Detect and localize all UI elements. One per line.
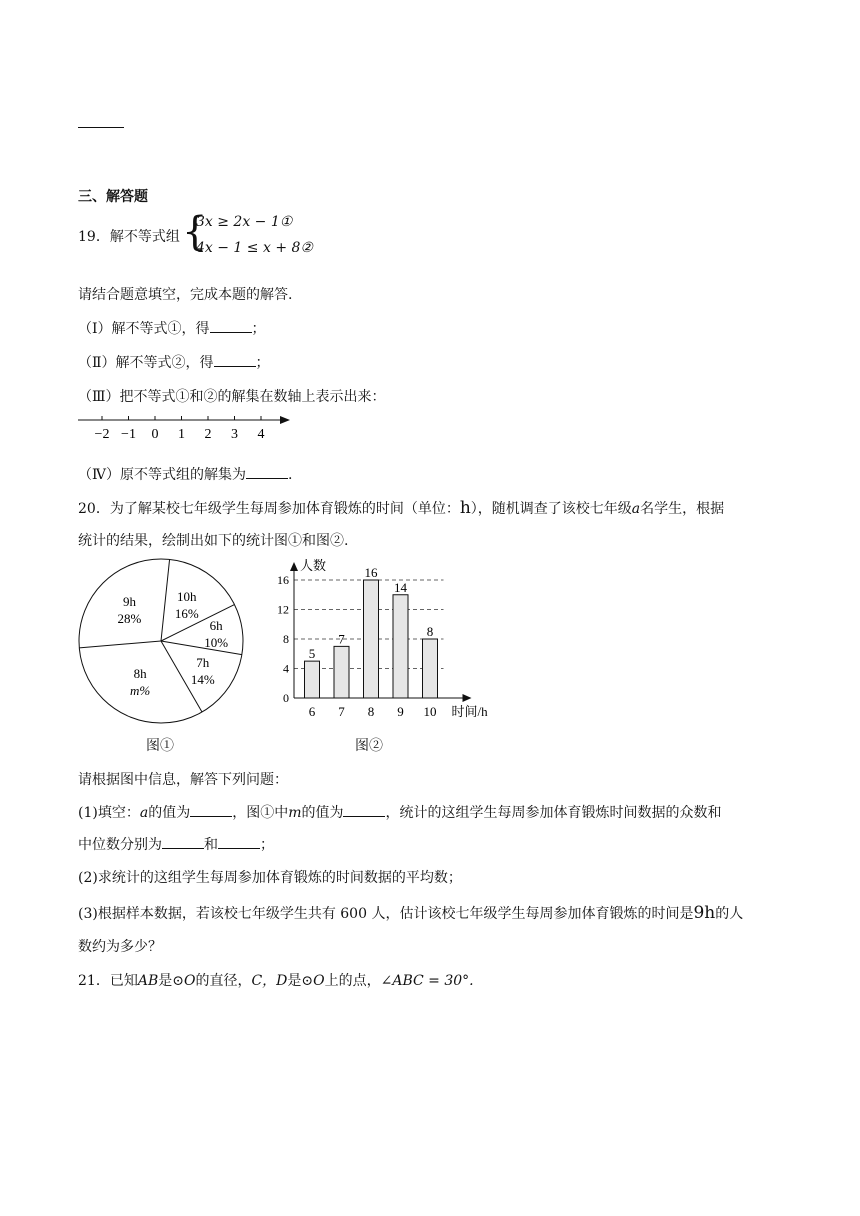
q21-b: 是⊙	[158, 973, 184, 989]
q21	[78, 970, 474, 990]
bar	[305, 661, 320, 698]
q19-part4: （Ⅳ）原不等式组的解集为 .	[78, 464, 292, 484]
q21-o1: O	[183, 973, 196, 989]
q20-p1-line2-b: 和	[204, 837, 218, 853]
pie-slice-label: 7h	[196, 655, 210, 671]
pie-slice-value: m%	[129, 682, 151, 698]
x-axis-arrow-icon	[463, 694, 472, 702]
blank	[218, 834, 260, 849]
q20-line1	[78, 498, 724, 518]
pie-slice-value: 14%	[190, 672, 215, 688]
bar	[423, 639, 438, 698]
q20-p1	[78, 802, 721, 822]
q20-unit: h	[459, 498, 471, 518]
answer-line	[78, 127, 124, 128]
bar-chart	[270, 556, 510, 726]
q19-stem: 19．解不等式组	[78, 229, 180, 245]
bar-value-label: 7	[338, 631, 345, 647]
blank	[246, 464, 288, 479]
q19-ineq2: 4x − 1 ≤ x + 8②	[196, 240, 313, 256]
q20-p3-line2: 数约为多少？	[78, 939, 162, 955]
number-line-tick-label: 4	[257, 427, 265, 442]
q19-part1-text: （Ⅰ）解不等式①，得	[78, 321, 210, 337]
y-tick-label: 16	[277, 573, 289, 587]
q21-cd: C，D	[251, 973, 288, 989]
blank	[214, 352, 256, 367]
y-tick-label: 8	[283, 632, 289, 646]
bar	[393, 595, 408, 698]
y-tick-label: 4	[283, 661, 289, 676]
pie-slice-value: 28%	[117, 610, 142, 626]
pie-slice-value: 10%	[204, 634, 229, 650]
q19-part4-text: （Ⅳ）原不等式组的解集为	[78, 467, 246, 483]
number-line-tick-label: −2	[94, 427, 110, 442]
q19-part3: （Ⅲ）把不等式①和②的解集在数轴上表示出来：	[78, 389, 386, 405]
pie-slice-edge	[161, 641, 242, 655]
q20-p1-c: ，图①中	[232, 805, 289, 821]
q19-part2-text: （Ⅱ）解不等式②，得	[78, 355, 214, 371]
bar	[334, 646, 349, 698]
x-tick-label: 10	[423, 704, 437, 719]
q20-line1-a: 20．为了解某校七年级学生每周参加体育锻炼的时间（单位：	[78, 501, 460, 517]
q19-part1: （Ⅰ）解不等式①，得 ；	[78, 318, 266, 338]
q21-a: 21．已知	[78, 973, 138, 989]
arrow-icon	[280, 416, 290, 424]
q21-angle: ∠ABC = 30°.	[380, 973, 474, 989]
x-axis-label: 时间/h	[451, 704, 488, 719]
number-line-tick-label: 2	[204, 427, 212, 442]
pie-slice-label: 9h	[122, 593, 136, 609]
q20-p1-a: (1)填空：	[78, 805, 140, 821]
bar-value-label: 5	[308, 646, 316, 662]
q20-line1-b: ），随机调查了该校七年级	[470, 501, 632, 517]
y-tick-label: 12	[277, 602, 289, 617]
q21-d: 是⊙	[287, 973, 314, 989]
y-axis-label: 人数	[300, 558, 327, 573]
pie-chart	[76, 556, 246, 726]
q20-p1-b: 的值为	[148, 805, 191, 821]
y-tick-label: 0	[283, 691, 289, 705]
y-axis-arrow-icon	[290, 562, 298, 571]
pie-slice-label: 6h	[209, 617, 223, 633]
q20-p1-line2-c: ；	[260, 837, 274, 853]
number-line-tick-label: 0	[151, 427, 159, 442]
number-line-tick-label: 3	[231, 427, 238, 442]
section-title: 三、解答题	[78, 189, 148, 205]
brace: {	[182, 209, 208, 255]
q21-c: 的直径，	[195, 973, 252, 989]
x-tick-label: 7	[338, 704, 345, 719]
q20-prompt: 请根据图中信息，解答下列问题：	[78, 772, 288, 788]
q19-ineq1: 3x ≥ 2x − 1①	[196, 214, 293, 230]
q20-p3-a: (3)根据样本数据，若该校七年级学生共有 600 人，估计该校七年级学生每周参加体育锻炼的时间是	[78, 906, 694, 922]
pie-slice-edge	[161, 559, 170, 641]
bar-value-label: 14	[394, 579, 407, 595]
blank	[343, 802, 385, 817]
q20-line2: 统计的结果，绘制出如下的统计图①和图②.	[78, 533, 349, 549]
x-tick-label: 8	[367, 704, 375, 719]
q20-p1-m: m	[288, 805, 302, 821]
blank	[162, 834, 204, 849]
q20-p3-unit: 9h	[693, 903, 716, 923]
q20-var-a: a	[631, 501, 641, 517]
blank	[210, 318, 252, 333]
number-line-tick-label: −1	[121, 427, 136, 442]
pie-slice-value: 16%	[174, 605, 199, 621]
pie-slice-label: 8h	[133, 665, 147, 681]
x-tick-label: 9	[397, 704, 404, 719]
fig1-caption: 图①	[146, 738, 174, 754]
fig2-caption: 图②	[355, 738, 383, 754]
q20-p1-e: ，统计的这组学生每周参加体育锻炼时间数据的众数和	[385, 805, 722, 821]
bar-value-label: 16	[364, 565, 378, 580]
q19-part2: （Ⅱ）解不等式②，得 ；	[78, 352, 270, 372]
pie-slice-edge	[79, 641, 161, 648]
q21-o2: O	[313, 973, 325, 989]
q20-p1-var-a: a	[139, 805, 149, 821]
pie-slice-label: 10h	[176, 588, 197, 604]
bar-value-label: 8	[426, 624, 434, 639]
q20-p2: (2)求统计的这组学生每周参加体育锻炼的时间数据的平均数；	[78, 870, 462, 886]
bar	[364, 580, 379, 698]
number-line-tick-label: 1	[178, 427, 185, 442]
q20-p1-line2-a: 中位数分别为	[78, 837, 162, 853]
q20-p1-d: 的值为	[301, 805, 344, 821]
q20-p3	[78, 903, 743, 923]
q20-line1-c: 名学生，根据	[640, 501, 725, 517]
blank	[190, 802, 232, 817]
x-tick-label: 6	[308, 704, 316, 719]
q20-p3-b: 的人	[715, 906, 744, 922]
q19-instruction: 请结合题意填空，完成本题的解答.	[78, 287, 293, 303]
q20-p1-line2	[78, 834, 274, 854]
q21-ab: AB	[137, 973, 159, 989]
number-line	[74, 410, 294, 446]
q21-e: 上的点，	[324, 973, 381, 989]
